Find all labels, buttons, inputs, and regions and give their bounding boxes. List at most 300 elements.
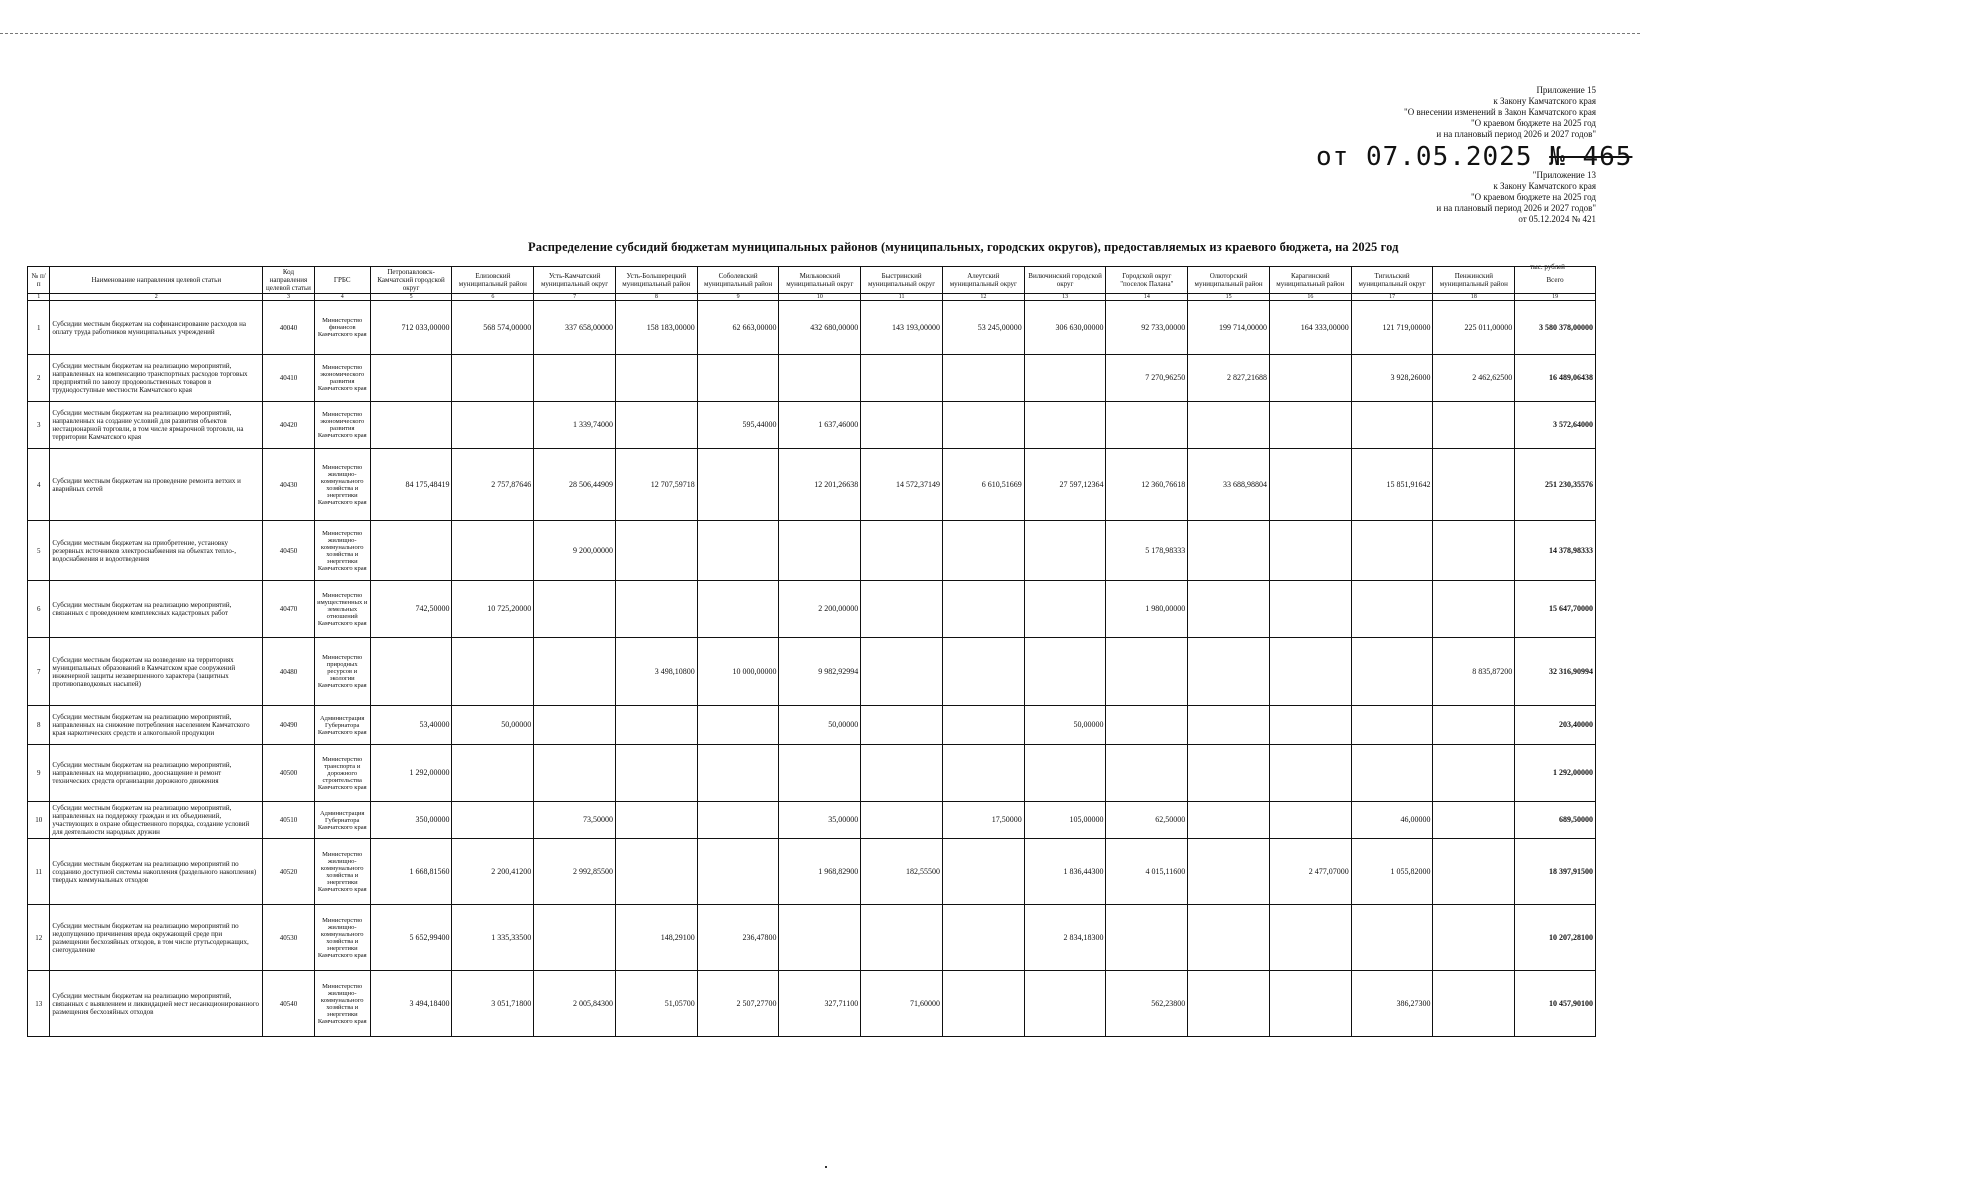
table-row <box>28 301 1596 355</box>
amount-cell: 53,40000 <box>370 706 452 745</box>
budget-administrator: Министерство экономического развития Камчатского края <box>314 402 370 449</box>
row-number: 7 <box>28 638 50 706</box>
amount-cell: 33 688,98804 <box>1188 449 1270 521</box>
target-code: 40470 <box>263 581 315 638</box>
row-total: 16 489,06438 <box>1515 355 1596 402</box>
amount-cell <box>1188 971 1270 1037</box>
amount-cell <box>1433 905 1515 971</box>
amount-cell: 164 333,00000 <box>1269 301 1351 355</box>
subsidy-table <box>27 266 1596 1037</box>
amount-cell: 9 982,92994 <box>779 638 861 706</box>
column-header: Карагинский муниципальный район <box>1269 267 1351 294</box>
amount-cell <box>861 905 943 971</box>
amount-cell <box>1188 802 1270 839</box>
amount-cell: 15 851,91642 <box>1351 449 1433 521</box>
amount-cell <box>697 449 779 521</box>
column-header: Городской округ "поселок Палана" <box>1106 267 1188 294</box>
row-number: 2 <box>28 355 50 402</box>
amount-cell <box>942 905 1024 971</box>
amount-cell: 1 668,81560 <box>370 839 452 905</box>
amount-cell: 148,29100 <box>615 905 697 971</box>
amount-cell: 50,00000 <box>1024 706 1106 745</box>
budget-administrator: Министерство экономического развития Камчатского края <box>314 355 370 402</box>
column-header: Алеутский муниципальный округ <box>942 267 1024 294</box>
amount-cell <box>1024 521 1106 581</box>
table-row <box>28 802 1596 839</box>
amount-cell <box>1106 402 1188 449</box>
column-number: 13 <box>1024 294 1106 301</box>
amount-cell <box>370 638 452 706</box>
amount-cell <box>1269 449 1351 521</box>
target-code: 40480 <box>263 638 315 706</box>
row-number: 6 <box>28 581 50 638</box>
amount-cell <box>615 802 697 839</box>
amount-cell: 12 360,76618 <box>1106 449 1188 521</box>
target-code: 40520 <box>263 839 315 905</box>
amount-cell <box>534 638 616 706</box>
subsidy-name: Субсидии местным бюджетам на реализацию мероприятий по недопущению причинения вреда окружающей среде при размещении бесхозяйных отходов, в том числе ртутьсодержащих, снегоудаление <box>50 905 263 971</box>
amount-cell: 1 339,74000 <box>534 402 616 449</box>
amount-cell: 6 610,51669 <box>942 449 1024 521</box>
amount-cell: 350,00000 <box>370 802 452 839</box>
amount-cell: 50,00000 <box>779 706 861 745</box>
subsidy-name: Субсидии местным бюджетам на реализацию мероприятий, направленных на создание условий для развития объектов нестационарной торговли, в том числе ярмарочной торговли, на территории Камчатского края <box>50 402 263 449</box>
amount-cell <box>942 355 1024 402</box>
row-total: 689,50000 <box>1515 802 1596 839</box>
target-code: 40510 <box>263 802 315 839</box>
amount-cell <box>615 706 697 745</box>
subsidy-name: Субсидии местным бюджетам на реализацию мероприятий, направленных на компенсацию транспортных расходов торговых предприятий по завозу продовольственных товаров в труднодоступные местности Камчатского края <box>50 355 263 402</box>
amount-cell <box>1269 706 1351 745</box>
amount-cell <box>534 905 616 971</box>
amount-cell <box>534 581 616 638</box>
amount-cell: 568 574,00000 <box>452 301 534 355</box>
row-number: 11 <box>28 839 50 905</box>
amount-cell <box>1269 355 1351 402</box>
budget-administrator: Министерство имущественных и земельных отношений Камчатского края <box>314 581 370 638</box>
column-number: 6 <box>452 294 534 301</box>
column-header: № п/п <box>28 267 50 294</box>
amount-cell: 2 005,84300 <box>534 971 616 1037</box>
amount-cell <box>1106 638 1188 706</box>
target-code: 40040 <box>263 301 315 355</box>
amount-cell: 10 725,20000 <box>452 581 534 638</box>
table-row <box>28 521 1596 581</box>
amount-cell: 10 000,00000 <box>697 638 779 706</box>
column-header: Усть-Большерецкий муниципальный район <box>615 267 697 294</box>
subsidy-name: Субсидии местным бюджетам на реализацию мероприятий, направленных на поддержку граждан и их объединений, участвующих в охране общественного порядка, создание условий для деятельности народных дружин <box>50 802 263 839</box>
amount-cell <box>861 581 943 638</box>
amount-cell: 3 051,71800 <box>452 971 534 1037</box>
subsidy-name: Субсидии местным бюджетам на реализацию мероприятий по созданию доступной системы накопления (раздельного накопления) твердых коммунальных отходов <box>50 839 263 905</box>
units-label: тыс. рублей <box>1530 263 1565 271</box>
amount-cell: 562,23800 <box>1106 971 1188 1037</box>
amount-cell <box>370 402 452 449</box>
amount-cell <box>1351 706 1433 745</box>
amount-cell <box>615 745 697 802</box>
table-row <box>28 449 1596 521</box>
amount-cell <box>1433 581 1515 638</box>
subsidy-name: Субсидии местным бюджетам на реализацию мероприятий, связанных с выявлением и ликвидацией мест несанкционированного размещения бесхозяйных отходов <box>50 971 263 1037</box>
table-row <box>28 402 1596 449</box>
amount-cell <box>1024 638 1106 706</box>
column-number: 3 <box>263 294 315 301</box>
subsidy-name: Субсидии местным бюджетам на реализацию мероприятий, направленных на модернизацию, дооснащение и ремонт технических средств организации дорожного движения <box>50 745 263 802</box>
amount-cell <box>1106 745 1188 802</box>
column-header: Наименование направления целевой статьи <box>50 267 263 294</box>
amount-cell: 3 494,18400 <box>370 971 452 1037</box>
amount-cell: 71,60000 <box>861 971 943 1037</box>
amount-cell: 143 193,00000 <box>861 301 943 355</box>
amount-cell <box>1024 745 1106 802</box>
row-total: 3 580 378,00000 <box>1515 301 1596 355</box>
row-number: 9 <box>28 745 50 802</box>
amount-cell <box>370 521 452 581</box>
target-code: 40410 <box>263 355 315 402</box>
amount-cell: 1 055,82000 <box>1351 839 1433 905</box>
amount-cell <box>861 802 943 839</box>
amount-cell <box>942 581 1024 638</box>
amount-cell <box>1269 581 1351 638</box>
column-number: 12 <box>942 294 1024 301</box>
amount-cell <box>1433 449 1515 521</box>
amount-cell: 2 827,21688 <box>1188 355 1270 402</box>
table-row <box>28 905 1596 971</box>
header-line: и на плановый период 2026 и 2027 годов" <box>1436 129 1596 139</box>
stamp-number: № 465 <box>1549 142 1633 172</box>
amount-cell: 105,00000 <box>1024 802 1106 839</box>
column-header: Петропавловск-Камчатский городской округ <box>370 267 452 294</box>
amount-cell: 4 015,11600 <box>1106 839 1188 905</box>
amount-cell: 17,50000 <box>942 802 1024 839</box>
amount-cell: 121 719,00000 <box>1351 301 1433 355</box>
budget-administrator: Министерство жилищно-коммунального хозяйства и энергетики Камчатского края <box>314 905 370 971</box>
header-line: "Приложение 13 <box>1532 170 1596 180</box>
amount-cell: 1 292,00000 <box>370 745 452 802</box>
amount-cell: 12 707,59718 <box>615 449 697 521</box>
amount-cell <box>942 521 1024 581</box>
appendix-header <box>1036 85 1596 140</box>
amount-cell: 53 245,00000 <box>942 301 1024 355</box>
amount-cell <box>861 402 943 449</box>
amount-cell <box>697 355 779 402</box>
budget-administrator: Администрация Губернатора Камчатского края <box>314 706 370 745</box>
column-number: 8 <box>615 294 697 301</box>
amount-cell <box>1188 581 1270 638</box>
table-row <box>28 581 1596 638</box>
table-header <box>28 267 1596 301</box>
amount-cell <box>1024 355 1106 402</box>
row-number: 8 <box>28 706 50 745</box>
amount-cell <box>452 638 534 706</box>
subsidy-name: Субсидии местным бюджетам на реализацию мероприятий, связанных с проведением комплексных кадастровых работ <box>50 581 263 638</box>
amount-cell: 92 733,00000 <box>1106 301 1188 355</box>
amount-cell: 7 270,96250 <box>1106 355 1188 402</box>
amount-cell: 84 175,48419 <box>370 449 452 521</box>
amount-cell <box>1024 581 1106 638</box>
amount-cell: 2 992,85500 <box>534 839 616 905</box>
amount-cell: 3 498,10800 <box>615 638 697 706</box>
amount-cell <box>1269 905 1351 971</box>
amount-cell: 158 183,00000 <box>615 301 697 355</box>
row-total: 3 572,64000 <box>1515 402 1596 449</box>
amount-cell <box>861 745 943 802</box>
amount-cell <box>697 802 779 839</box>
row-number: 5 <box>28 521 50 581</box>
amount-cell: 62 663,00000 <box>697 301 779 355</box>
amount-cell <box>615 521 697 581</box>
amount-cell: 5 178,98333 <box>1106 521 1188 581</box>
amount-cell: 1 836,44300 <box>1024 839 1106 905</box>
column-header: Быстринский муниципальный округ <box>861 267 943 294</box>
amount-cell <box>1433 839 1515 905</box>
header-line: "О внесении изменений в Закон Камчатского края <box>1404 107 1596 117</box>
amount-cell: 327,71100 <box>779 971 861 1037</box>
column-header: Всего <box>1515 267 1596 294</box>
column-number: 4 <box>314 294 370 301</box>
amount-cell <box>1269 402 1351 449</box>
target-code: 40430 <box>263 449 315 521</box>
row-total: 251 230,35576 <box>1515 449 1596 521</box>
row-total: 15 647,70000 <box>1515 581 1596 638</box>
header-line: к Закону Камчатского края <box>1493 96 1596 106</box>
amount-cell <box>697 521 779 581</box>
budget-administrator: Министерство финансов Камчатского края <box>314 301 370 355</box>
amount-cell: 337 658,00000 <box>534 301 616 355</box>
column-number: 15 <box>1188 294 1270 301</box>
amount-cell: 28 506,44909 <box>534 449 616 521</box>
amount-cell <box>1024 971 1106 1037</box>
amount-cell <box>1351 905 1433 971</box>
amount-cell: 62,50000 <box>1106 802 1188 839</box>
amount-cell: 742,50000 <box>370 581 452 638</box>
amount-cell <box>942 706 1024 745</box>
amount-cell <box>615 839 697 905</box>
amount-cell <box>861 706 943 745</box>
target-code: 40540 <box>263 971 315 1037</box>
amount-cell <box>1351 745 1433 802</box>
row-total: 10 457,90100 <box>1515 971 1596 1037</box>
column-number: 19 <box>1515 294 1596 301</box>
amount-cell <box>697 581 779 638</box>
row-total: 18 397,91500 <box>1515 839 1596 905</box>
amount-cell <box>1351 581 1433 638</box>
amount-cell: 1 980,00000 <box>1106 581 1188 638</box>
target-code: 40500 <box>263 745 315 802</box>
header-line: "О краевом бюджете на 2025 год <box>1470 118 1596 128</box>
amount-cell <box>861 638 943 706</box>
table-row <box>28 638 1596 706</box>
amount-cell: 182,55500 <box>861 839 943 905</box>
column-header: Олюторский муниципальный район <box>1188 267 1270 294</box>
row-total: 203,40000 <box>1515 706 1596 745</box>
amount-cell <box>1024 402 1106 449</box>
stamp-date: от 07.05.2025 <box>1316 142 1533 172</box>
amount-cell <box>779 905 861 971</box>
amount-cell <box>697 745 779 802</box>
table-row <box>28 355 1596 402</box>
header-line: Приложение 15 <box>1536 85 1596 95</box>
amount-cell <box>452 521 534 581</box>
target-code: 40490 <box>263 706 315 745</box>
table-row <box>28 706 1596 745</box>
amount-cell <box>534 745 616 802</box>
amount-cell <box>1433 402 1515 449</box>
amount-cell: 306 630,00000 <box>1024 301 1106 355</box>
column-number: 7 <box>534 294 616 301</box>
amount-cell <box>452 745 534 802</box>
row-number: 13 <box>28 971 50 1037</box>
row-number: 4 <box>28 449 50 521</box>
amount-cell: 432 680,00000 <box>779 301 861 355</box>
amount-cell <box>697 839 779 905</box>
column-header: Тигильский муниципальный округ <box>1351 267 1433 294</box>
column-header: Усть-Камчатский муниципальный округ <box>534 267 616 294</box>
row-total: 10 207,28100 <box>1515 905 1596 971</box>
amount-cell <box>779 521 861 581</box>
header-line: "О краевом бюджете на 2025 год <box>1470 192 1596 202</box>
amount-cell <box>942 638 1024 706</box>
scan-edge-line <box>0 33 1640 34</box>
amount-cell <box>942 745 1024 802</box>
column-number: 17 <box>1351 294 1433 301</box>
budget-administrator: Министерство жилищно-коммунального хозяйства и энергетики Камчатского края <box>314 839 370 905</box>
subsidy-name: Субсидии местным бюджетам на проведение ремонта ветхих и аварийных сетей <box>50 449 263 521</box>
header-line: от 05.12.2024 № 421 <box>1518 214 1596 224</box>
amount-cell <box>1188 745 1270 802</box>
column-number: 5 <box>370 294 452 301</box>
amount-cell <box>1269 521 1351 581</box>
target-code: 40530 <box>263 905 315 971</box>
row-total: 14 378,98333 <box>1515 521 1596 581</box>
amount-cell <box>942 971 1024 1037</box>
amount-cell: 2 200,41200 <box>452 839 534 905</box>
table-body <box>28 301 1596 1037</box>
amount-cell: 35,00000 <box>779 802 861 839</box>
amount-cell <box>697 706 779 745</box>
budget-administrator: Министерство жилищно-коммунального хозяйства и энергетики Камчатского края <box>314 521 370 581</box>
table-row <box>28 745 1596 802</box>
scan-speck <box>825 1166 827 1168</box>
amount-cell <box>615 355 697 402</box>
header-line: и на плановый период 2026 и 2027 годов" <box>1436 203 1596 213</box>
subsidy-name: Субсидии местным бюджетам на реализацию мероприятий, направленных на снижение потребления населением Камчатского края наркотических средств и алкогольной продукции <box>50 706 263 745</box>
amount-cell <box>1188 402 1270 449</box>
amount-cell <box>1433 745 1515 802</box>
amount-cell: 14 572,37149 <box>861 449 943 521</box>
amount-cell <box>1433 971 1515 1037</box>
column-header: Код направления целевой статьи <box>263 267 315 294</box>
amount-cell: 386,27300 <box>1351 971 1433 1037</box>
row-number: 10 <box>28 802 50 839</box>
amount-cell <box>1106 905 1188 971</box>
amount-cell: 2 477,07000 <box>1269 839 1351 905</box>
amount-cell: 27 597,12364 <box>1024 449 1106 521</box>
amount-cell <box>534 355 616 402</box>
amount-cell: 1 335,33500 <box>452 905 534 971</box>
header-line: к Закону Камчатского края <box>1493 181 1596 191</box>
table-row <box>28 839 1596 905</box>
column-header: Елизовский муниципальный район <box>452 267 534 294</box>
amount-cell <box>942 839 1024 905</box>
amount-cell: 2 507,27700 <box>697 971 779 1037</box>
date-stamp <box>1316 142 1632 172</box>
amount-cell <box>1351 638 1433 706</box>
amount-cell <box>615 581 697 638</box>
row-number: 12 <box>28 905 50 971</box>
column-number: 18 <box>1433 294 1515 301</box>
amount-cell: 236,47800 <box>697 905 779 971</box>
amount-cell: 9 200,00000 <box>534 521 616 581</box>
amount-cell <box>1269 638 1351 706</box>
amount-cell: 73,50000 <box>534 802 616 839</box>
budget-administrator: Министерство жилищно-коммунального хозяйства и энергетики Камчатского края <box>314 971 370 1037</box>
budget-administrator: Администрация Губернатора Камчатского края <box>314 802 370 839</box>
amount-cell: 199 714,00000 <box>1188 301 1270 355</box>
column-header: ГРБС <box>314 267 370 294</box>
column-header: Вилючинский городской округ <box>1024 267 1106 294</box>
amount-cell <box>1351 402 1433 449</box>
amount-cell: 3 928,26000 <box>1351 355 1433 402</box>
amount-cell <box>1351 521 1433 581</box>
amount-cell <box>779 355 861 402</box>
column-number: 9 <box>697 294 779 301</box>
column-number: 14 <box>1106 294 1188 301</box>
amount-cell: 46,00000 <box>1351 802 1433 839</box>
row-total: 32 316,90994 <box>1515 638 1596 706</box>
subsidy-name: Субсидии местным бюджетам на софинансирование расходов на оплату труда работников муниципальных учреждений <box>50 301 263 355</box>
amount-cell <box>534 706 616 745</box>
amount-cell <box>1106 706 1188 745</box>
amount-cell: 5 652,99400 <box>370 905 452 971</box>
budget-administrator: Министерство жилищно-коммунального хозяйства и энергетики Камчатского края <box>314 449 370 521</box>
amount-cell: 12 201,26638 <box>779 449 861 521</box>
table-row <box>28 971 1596 1037</box>
amount-cell <box>615 402 697 449</box>
column-header: Мильковский муниципальный округ <box>779 267 861 294</box>
amount-cell <box>452 355 534 402</box>
previous-appendix-header <box>1036 170 1596 225</box>
amount-cell <box>452 402 534 449</box>
column-number: 1 <box>28 294 50 301</box>
column-number: 2 <box>50 294 263 301</box>
amount-cell: 8 835,87200 <box>1433 638 1515 706</box>
amount-cell <box>1188 521 1270 581</box>
amount-cell <box>452 802 534 839</box>
amount-cell <box>861 355 943 402</box>
amount-cell: 2 200,00000 <box>779 581 861 638</box>
amount-cell <box>1269 971 1351 1037</box>
amount-cell <box>1188 905 1270 971</box>
column-header: Пенжинский муниципальный район <box>1433 267 1515 294</box>
amount-cell <box>370 355 452 402</box>
row-total: 1 292,00000 <box>1515 745 1596 802</box>
subsidy-name: Субсидии местным бюджетам на приобретение, установку резервных источников электроснабжения на объектах тепло-, водоснабжения и водоотведения <box>50 521 263 581</box>
column-number: 11 <box>861 294 943 301</box>
target-code: 40420 <box>263 402 315 449</box>
column-number: 16 <box>1269 294 1351 301</box>
amount-cell: 2 462,62500 <box>1433 355 1515 402</box>
amount-cell: 595,44000 <box>697 402 779 449</box>
column-number: 10 <box>779 294 861 301</box>
amount-cell <box>779 745 861 802</box>
subsidy-name: Субсидии местным бюджетам на возведение на территориях муниципальных образований в Камчатском крае сооружений инженерной защиты незавершенного характера (защитных противопаводковых насыпей) <box>50 638 263 706</box>
column-number-row <box>28 294 1596 301</box>
amount-cell: 50,00000 <box>452 706 534 745</box>
row-number: 3 <box>28 402 50 449</box>
budget-administrator: Министерство природных ресурсов и экологии Камчатского края <box>314 638 370 706</box>
amount-cell <box>1433 802 1515 839</box>
